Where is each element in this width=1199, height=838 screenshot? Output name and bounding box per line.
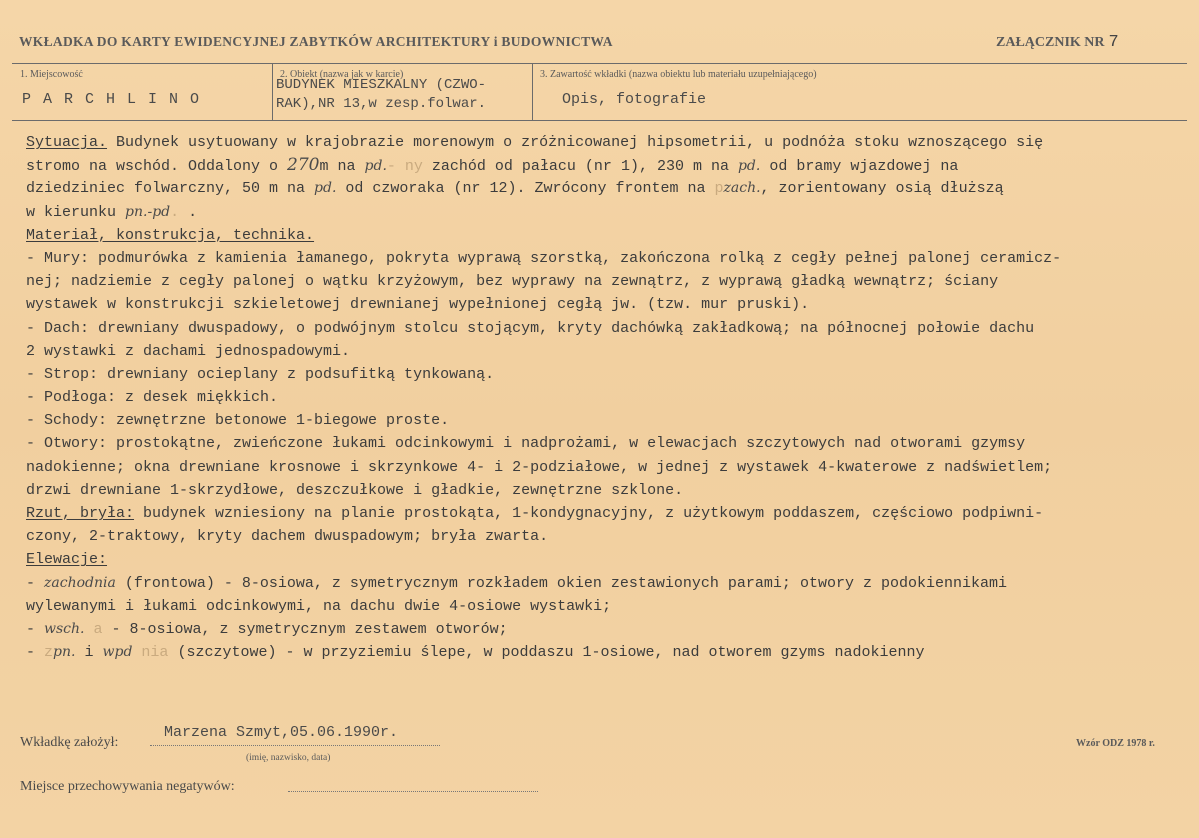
author-label: Wkładkę założył: — [20, 735, 119, 750]
header-rule — [12, 63, 1187, 64]
text-span: (szczytowe) - w przyziemiu ślepe, w poddaszu 1-osiowe, nad otworem gzyms nadokienny — [168, 644, 925, 662]
fields-rule — [12, 120, 1187, 121]
text-span: od czworaka (nr 12). Zwrócony frontem na — [336, 180, 715, 198]
text-line — [26, 572, 1186, 595]
form-code: Wzór ODZ 1978 r. — [1076, 738, 1155, 749]
plan-heading: Rzut, bryła: — [26, 505, 135, 522]
handwritten-distance: 270 — [287, 155, 320, 176]
faded-text: . — [170, 203, 189, 221]
author-value: Marzena Szmyt,05.06.1990r. — [164, 724, 399, 741]
attachment-number — [996, 33, 1119, 52]
field-divider-2 — [532, 63, 533, 120]
text-span: m na — [319, 158, 365, 176]
document-title: WKŁADKA DO KARTY EWIDENCYJNEJ ZABYTKÓW ARCHITEKTURY i BUDOWNICTWA — [19, 34, 613, 49]
text-line: - Dach: drewniany dwuspadowy, o podwójnym stolcu stojącym, kryty dachówką zakładkową; na północnej połowie dachu — [26, 319, 1035, 337]
text-line: wystawek w konstrukcji szkieletowej drewnianej wypełnionej cegłą jw. (tzw. mur pruski). — [26, 296, 810, 314]
faded-text: p — [714, 180, 724, 198]
text-span: (frontowa) - 8-osiowa, z symetrycznym rozkładem okien zestawionych parami; otwory z podokiennikami — [115, 574, 1007, 592]
elevations-heading: Elewacje: — [26, 551, 108, 569]
negatives-dotted-line — [288, 791, 538, 792]
text-line — [26, 618, 1186, 641]
text-span: - — [26, 574, 45, 592]
handwritten-direction: pd. — [737, 158, 761, 175]
text-line: nej; nadziemie z cegły palonej o wątku krzyżowym, bez wyprawy na zewnątrz, z wyprawą gładką wewnątrz; ściany — [26, 273, 999, 291]
situation-heading: Sytuacja. — [26, 134, 108, 151]
location-value: PARCHLINO — [22, 91, 212, 108]
text-span: od bramy wjazdowej na — [769, 158, 959, 176]
object-value-line2: RAK),NR 13,w zesp.folwar. — [276, 96, 487, 112]
object-value-line1: BUDYNEK MIESZKALNY (CZWO- — [276, 77, 487, 93]
handwritten-direction: zachodnia — [44, 574, 116, 591]
faded-text: nia — [132, 644, 169, 662]
faded-text — [760, 158, 769, 175]
text-line: nadokienne; okna drewniane krosnowe i skrzynkowe 4- i 2-podziałowe, w jednej z wystawek 4-kwaterowe z nadświetlem; — [26, 458, 1053, 476]
handwritten-direction: pd. — [364, 158, 387, 175]
text-line: - Strop: drewniany ocieplany z podsufitką tynkowaną. — [26, 365, 495, 383]
attachment-number-value: 7 — [1108, 33, 1119, 52]
description-body — [26, 131, 1186, 664]
text-span: i — [84, 644, 103, 662]
text-line — [26, 177, 1186, 200]
text-span: dziedziniec folwarczny, 50 m na — [26, 180, 315, 198]
handwritten-direction: pn. — [53, 644, 76, 661]
text-span: , zorientowany osią dłuższą — [760, 180, 1004, 198]
text-line — [26, 502, 1186, 525]
text-span: - — [26, 620, 45, 638]
author-dotted-line — [150, 745, 440, 746]
text-span: zachód od pałacu (nr 1), 230 m na — [422, 158, 738, 176]
location-label: 1. Miejscowość — [20, 69, 83, 80]
text-span: stromo na wschód. Oddalony o — [26, 158, 288, 176]
faded-text: a — [84, 620, 103, 638]
text-line: - Podłoga: z desek miękkich. — [26, 389, 279, 407]
handwritten-direction: wsch. — [44, 620, 85, 637]
faded-text: z — [44, 644, 54, 662]
text-span: - — [26, 644, 45, 662]
handwritten-direction: wpd — [102, 644, 133, 661]
contents-value: Opis, fotografie — [562, 91, 707, 108]
text-line: wylewanymi i łukami odcinkowymi, na dachu dwie 4-osiowe wystawki; — [26, 597, 612, 615]
author-sub-label: (imię, nazwisko, data) — [246, 753, 331, 763]
text-line — [26, 641, 1186, 664]
text-line: drzwi drewniane 1-skrzydłowe, deszczułkowe i gładkie, zewnętrzne szklone. — [26, 481, 684, 499]
handwritten-direction: zach. — [723, 180, 761, 197]
handwritten-direction: pn.-pd — [125, 203, 171, 220]
text-line — [26, 154, 1186, 177]
material-heading: Materiał, konstrukcja, technika. — [26, 226, 315, 244]
text-span: - 8-osiowa, z symetrycznym zestawem otworów; — [102, 620, 508, 638]
handwritten-direction: pd. — [314, 180, 337, 197]
text-line: - Schody: zewnętrzne betonowe 1-biegowe proste. — [26, 412, 450, 430]
attachment-label: ZAŁĄCZNIK NR — [996, 35, 1105, 50]
object-label: 2. Obiekt (nazwa jak w karcie) — [280, 69, 404, 80]
contents-label: 3. Zawartość wkładki (nazwa obiektu lub materiału uzupełniającego) — [540, 69, 817, 80]
text-span: w kierunku — [26, 203, 126, 221]
text-line — [26, 224, 1186, 247]
text-line — [26, 548, 1186, 571]
text-line: - Otwory: prostokątne, zwieńczone łukami odcinkowymi i nadprożami, w elewacjach szczytowych nad otworami gzymsy — [26, 435, 1026, 453]
text-line: - Mury: podmurówka z kamienia łamanego, pokryta wyprawą szorstką, zakończona rolką z cegły pełnej palonej ceramicz- — [26, 249, 1062, 267]
text-line: 2 wystawki z dachami jednospadowymi. — [26, 342, 351, 360]
text-span: budynek wzniesiony na planie prostokąta, 1-kondygnacyjny, z użytkowym poddaszem, częściowo podpiwni- — [134, 505, 1044, 522]
text-line — [26, 131, 1186, 154]
negatives-label: Miejsce przechowywania negatywów: — [20, 779, 235, 794]
text-span: Budynek usytuowany w krajobrazie morenowym o zróżnicowanej hipsometrii, u podnóża stoku wznoszącego się — [107, 134, 1044, 151]
text-span: . — [188, 203, 198, 221]
text-line: czony, 2-traktowy, kryty dachem dwuspadowym; bryła zwarta. — [26, 528, 549, 546]
field-divider-1 — [272, 63, 273, 120]
faded-text: - ny — [386, 158, 423, 176]
text-line — [26, 201, 1186, 224]
